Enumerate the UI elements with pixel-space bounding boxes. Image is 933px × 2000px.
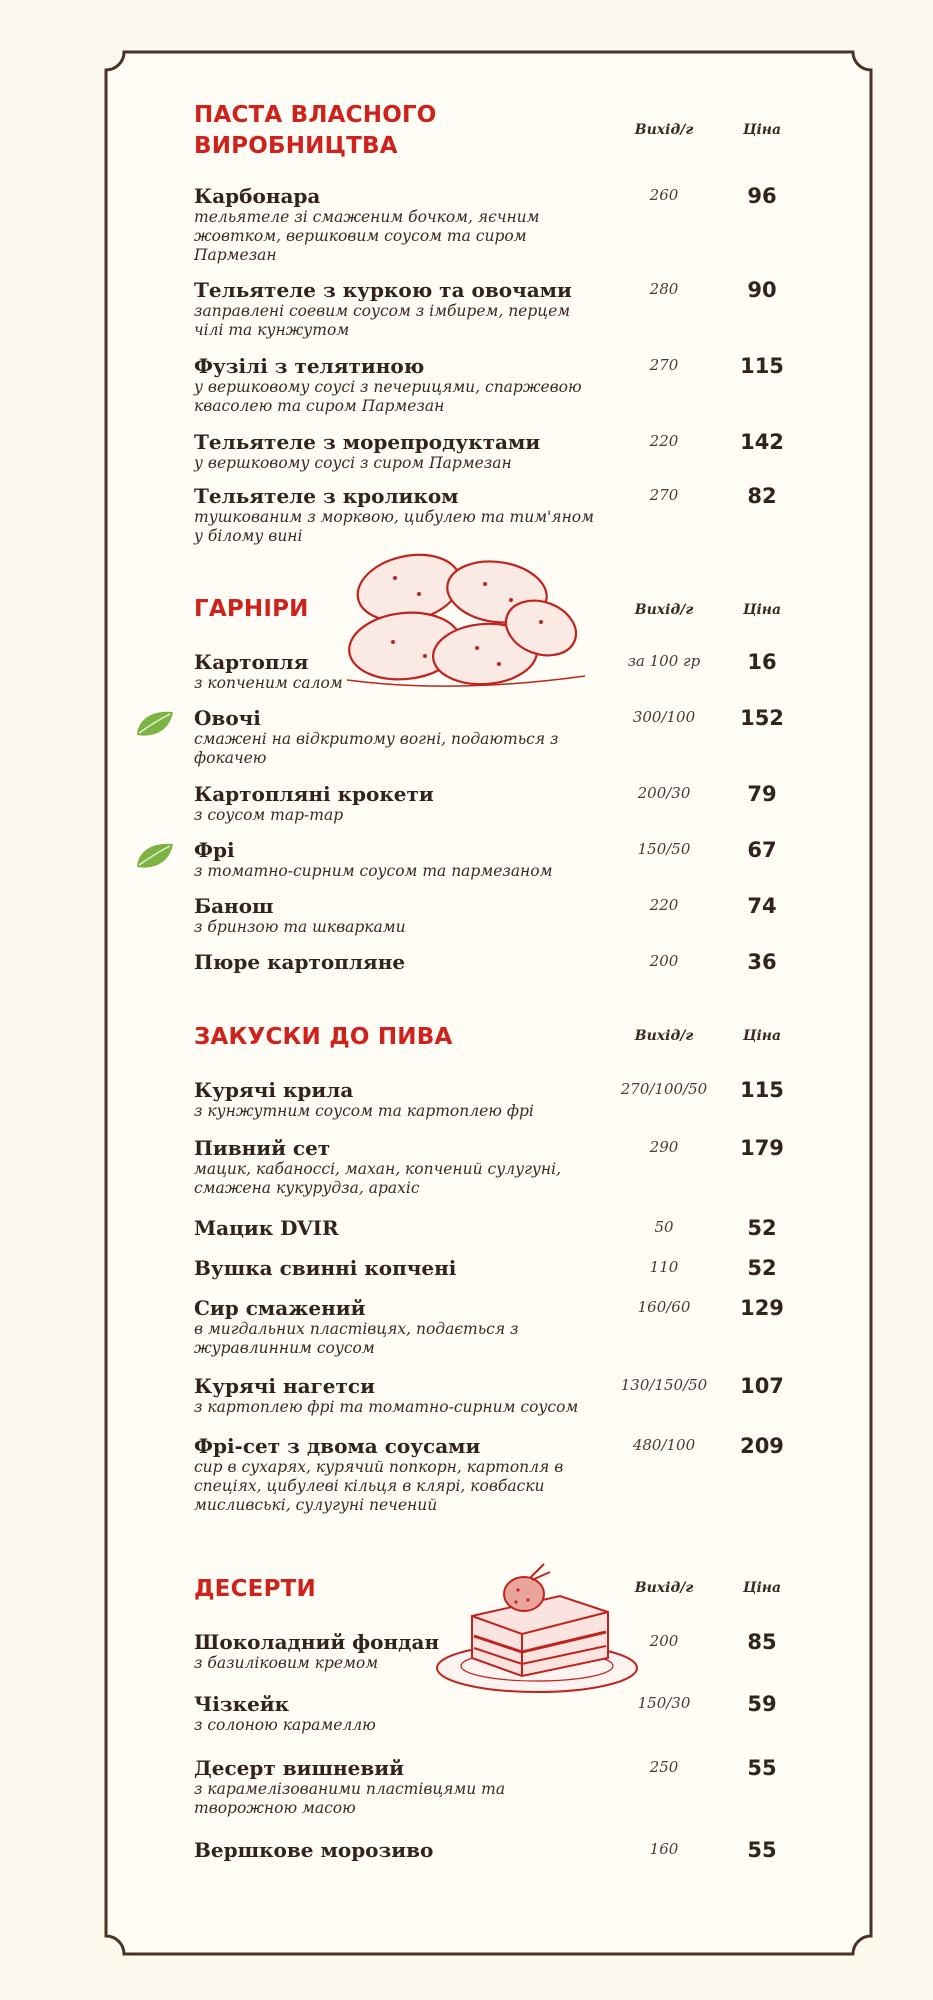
item-price: 85 [747,1630,777,1654]
item-weight: 270 [649,356,679,374]
item-weight: 280 [649,280,679,298]
menu-item [194,1078,933,1121]
item-price: 55 [747,1838,777,1862]
menu-item [194,1256,933,1280]
menu-item [194,782,933,825]
item-description: тушкованим з морквою, цибулею та тим'яном у білому вині [194,508,594,545]
item-name: Тельятеле з куркою та овочами [194,278,572,302]
item-description: з копченим салом [194,674,343,692]
item-weight: 220 [649,896,679,914]
menu-item [194,278,933,340]
item-weight: 250 [649,1758,679,1776]
item-name: Тельятеле з морепродуктами [194,430,541,454]
item-description: з соусом тар-тар [194,806,344,824]
weight-column-header: Вихід/г [634,1028,694,1044]
item-price: 74 [747,894,777,918]
menu-item [194,894,933,937]
item-name: Овочі [194,706,261,730]
item-weight: за 100 гр [627,652,701,670]
item-name: Сир смажений [194,1296,366,1320]
price-column-header: Ціна [742,1028,782,1044]
item-price: 55 [747,1756,777,1780]
vegetarian-leaf-icon [134,708,176,738]
menu-item [194,430,933,473]
item-description: мацик, кабаноссі, махан, копчений сулугуні, смажена кукурудза, арахіс [194,1160,561,1197]
menu-item [194,1216,933,1240]
item-description: у вершковому соусі з печерицями, спаржевою квасолею та сиром Пармезан [194,378,582,415]
item-price: 179 [740,1136,784,1160]
item-name: Мацик DVIR [194,1216,339,1240]
item-description: з картоплею фрі та томатно-сирним соусом [194,1398,579,1416]
section-title-desserts: ДЕСЕРТИ [194,1576,316,1602]
item-price: 96 [747,184,777,208]
item-price: 52 [747,1256,777,1280]
item-name: Фузілі з телятиною [194,354,425,378]
item-description: з бринзою та шкварками [194,918,406,936]
item-name: Курячі нагетси [194,1374,375,1398]
section-title-pasta: ПАСТА ВЛАСНОГО ВИРОБНИЦТВА [194,102,437,159]
section-title-garnishes: ГАРНІРИ [194,596,309,622]
item-name: Шоколадний фондан [194,1630,440,1654]
item-name: Карбонара [194,184,321,208]
item-name: Пюре картопляне [194,950,406,974]
item-weight: 270/100/50 [620,1080,708,1098]
cake-illustration [432,1556,642,1696]
item-price: 142 [740,430,784,454]
item-name: Вушка свинні копчені [194,1256,457,1280]
menu-item [194,1838,933,1862]
item-weight: 110 [649,1258,679,1276]
item-weight: 200/30 [637,784,691,802]
item-weight: 160/60 [637,1298,691,1316]
item-weight: 200 [649,1632,679,1650]
item-name: Фрі [194,838,235,862]
item-price: 79 [747,782,777,806]
menu-item [194,1136,933,1198]
item-weight: 50 [654,1218,674,1236]
item-weight: 150/50 [637,840,691,858]
menu-item [194,1630,933,1673]
item-description: у вершковому соусі з сиром Пармезан [194,454,512,472]
item-description: з базиліковим кремом [194,1654,379,1672]
item-description: заправлені соевим соусом з імбирем, перцем чілі та кунжутом [194,302,571,339]
item-name: Курячі крила [194,1078,354,1102]
item-weight: 200 [649,952,679,970]
price-column-header: Ціна [742,602,782,618]
item-description: з карамелізованими пластівцями та творожною масою [194,1780,506,1817]
item-weight: 150/30 [637,1694,691,1712]
item-name: Вершкове морозиво [194,1838,434,1862]
item-weight: 300/100 [632,708,696,726]
item-description: з томатно-сирним соусом та пармезаном [194,862,553,880]
item-weight: 260 [649,186,679,204]
item-name: Фрі-сет з двома соусами [194,1434,481,1458]
item-description: з солоною карамеллю [194,1716,376,1734]
item-price: 209 [740,1434,784,1458]
item-price: 115 [740,1078,784,1102]
menu-item [194,484,933,546]
menu-item [194,354,933,416]
item-price: 90 [747,278,777,302]
item-name: Банош [194,894,274,918]
menu-item [194,184,933,265]
item-description: в мигдальних пластівцях, подається з журавлинним соусом [194,1320,519,1357]
item-price: 129 [740,1296,784,1320]
weight-column-header: Вихід/г [634,1580,694,1596]
item-weight: 270 [649,486,679,504]
price-column-header: Ціна [742,1580,782,1596]
item-weight: 220 [649,432,679,450]
menu-item [194,950,933,974]
item-name: Чізкейк [194,1692,290,1716]
item-name: Десерт вишневий [194,1756,404,1780]
item-description: смажені на відкритому вогні, подаються з фокачею [194,730,559,767]
menu-item [194,1296,933,1358]
item-price: 52 [747,1216,777,1240]
item-name: Тельятеле з кроликом [194,484,459,508]
item-weight: 160 [649,1840,679,1858]
item-weight: 480/100 [632,1436,696,1454]
item-price: 115 [740,354,784,378]
item-price: 152 [740,706,784,730]
section-title-beer-snacks: ЗАКУСКИ ДО ПИВА [194,1024,453,1050]
menu-item [194,1756,933,1818]
menu-item [194,1374,933,1417]
item-price: 82 [747,484,777,508]
menu-item [194,1434,933,1515]
item-price: 59 [747,1692,777,1716]
item-name: Картопляні крокети [194,782,434,806]
item-description: тельятеле зі смаженим бочком, яєчним жовтком, вершковим соусом та сиром Пармезан [194,208,540,264]
menu-item [194,650,933,693]
item-description: з кунжутним соусом та картоплею фрі [194,1102,534,1120]
menu-item [194,706,933,768]
price-column-header: Ціна [742,122,782,138]
item-description: сир в сухарях, курячий попкорн, картопля в спеціях, цибулеві кільця в клярі, ковбаски мисливські, сулугуні печений [194,1458,564,1514]
item-price: 36 [747,950,777,974]
item-name: Картопля [194,650,309,674]
menu-item [194,838,933,881]
item-name: Пивний сет [194,1136,331,1160]
item-weight: 130/150/50 [620,1376,708,1394]
item-price: 107 [740,1374,784,1398]
menu-item [194,1692,933,1735]
vegetarian-leaf-icon [134,840,176,870]
item-price: 67 [747,838,777,862]
item-price: 16 [747,650,777,674]
weight-column-header: Вихід/г [634,122,694,138]
weight-column-header: Вихід/г [634,602,694,618]
item-weight: 290 [649,1138,679,1156]
